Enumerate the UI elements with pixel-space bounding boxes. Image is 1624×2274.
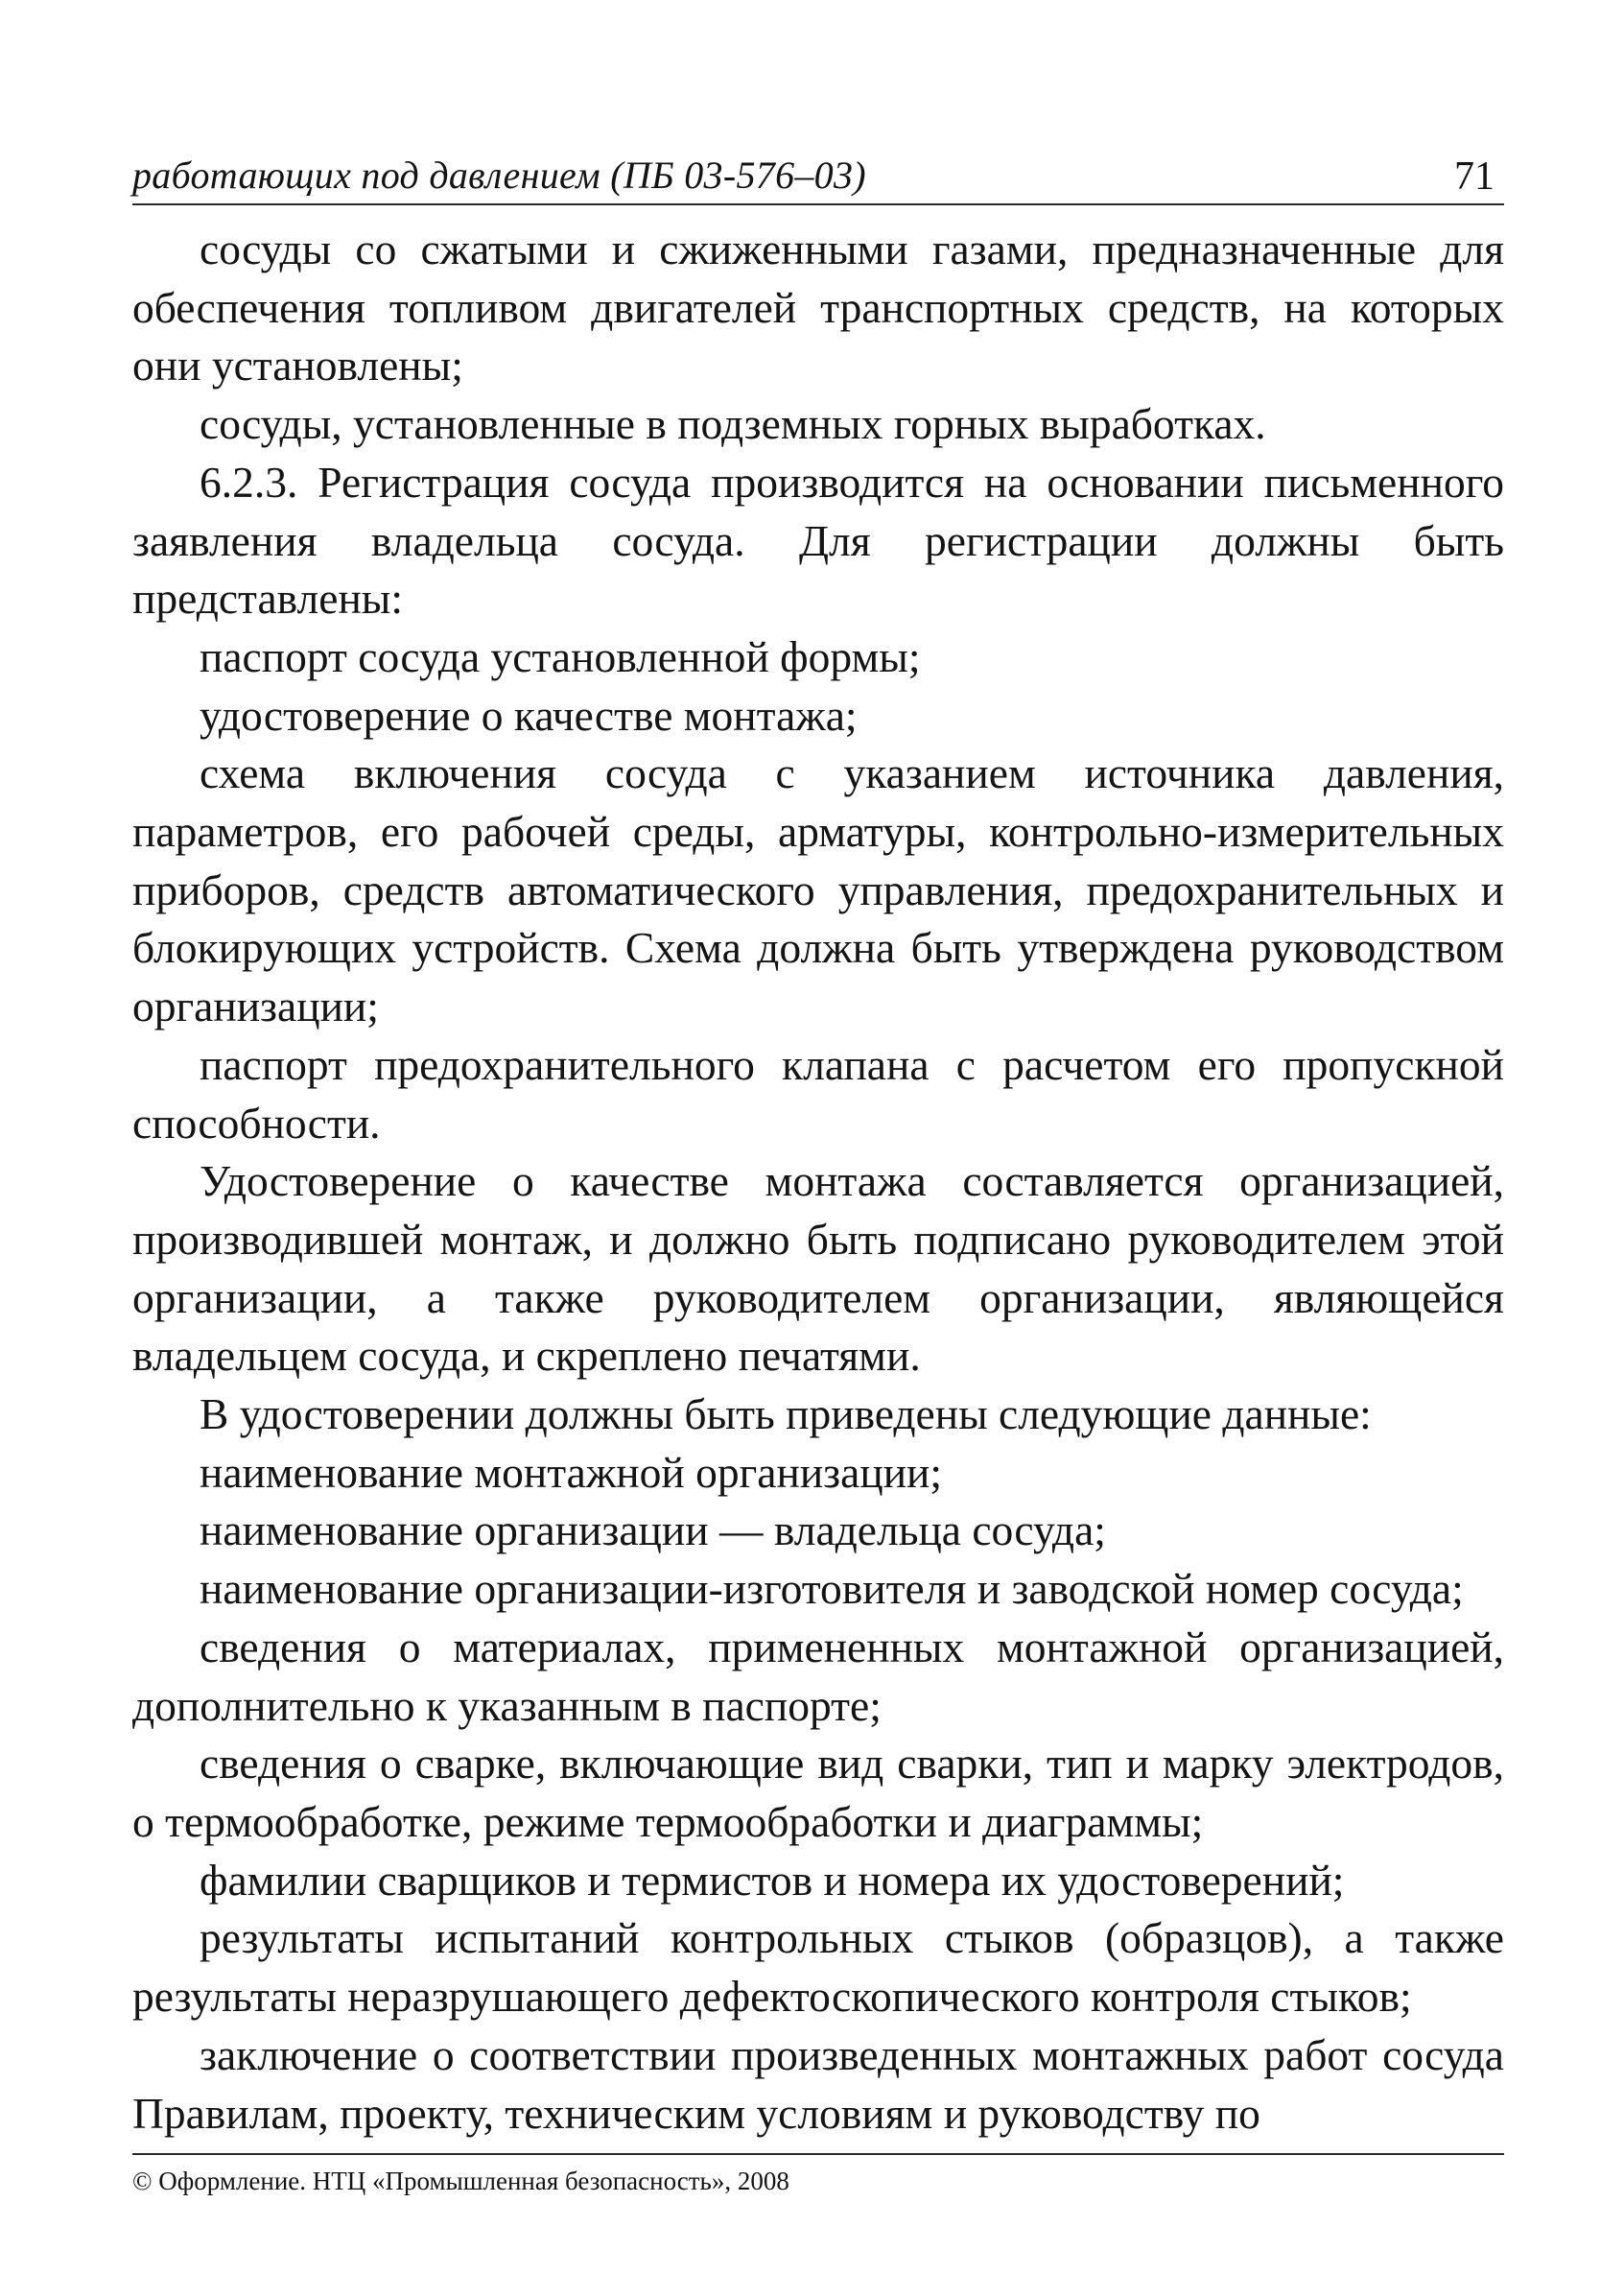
paragraph: сведения о сварке, включающие вид сварки, тип и марку электродов, о термообработке, режиме термообработки и диаграммы; xyxy=(132,1739,1504,1846)
paragraph: наименование монтажной организации; xyxy=(200,1447,943,1497)
paragraph: наименование организации — владельца сосуда; xyxy=(200,1505,1106,1555)
copyright-notice: © Оформление. НТЦ «Промышленная безопасность», 2008 xyxy=(132,2167,789,2195)
paragraph: 6.2.3. Регистрация сосуда производится на основании письменного заявления владельца сосуда. Для регистрации должны быть представлены: xyxy=(132,457,1504,624)
page-footer xyxy=(132,2153,1504,2196)
paragraph: результаты испытаний контрольных стыков (образцов), а также результаты неразрушающего дефектоскопического контроля стыков; xyxy=(132,1913,1504,2022)
paragraph: сведения о материалах, примененных монтажной организацией, дополнительно к указанным в паспорте; xyxy=(132,1622,1504,1730)
paragraph: паспорт сосуда установленной формы; xyxy=(200,631,921,681)
paragraph: сосуды, установленные в подземных горных выработках. xyxy=(200,399,1266,449)
paragraph: удостоверение о качестве монтажа; xyxy=(200,690,858,740)
paragraph: заключение о соответствии произведенных монтажных работ сосуда Правилам, проекту, техническим условиям и руководству по xyxy=(132,2029,1504,2138)
page-number: 71 xyxy=(1454,154,1495,199)
paragraph: Удостоверение о качестве монтажа составляется организацией, производившей монтаж, и должно быть подписано руководителем этой организации, а также руководителем организации, являющейся владельцем сосуда, и скреплено печатями. xyxy=(132,1156,1504,1381)
paragraph: фамилии сварщиков и термистов и номера их удостоверений; xyxy=(200,1855,1345,1905)
paragraph: паспорт предохранительного клапана с расчетом его пропускной способности. xyxy=(132,1039,1504,1148)
paragraph: сосуды со сжатыми и сжиженными газами, предназначенные для обеспечения топливом двигателей транспортных средств, на которых они установлены; xyxy=(132,225,1504,391)
running-header xyxy=(132,144,1504,205)
paragraph: наименование организации-изготовителя и заводской номер сосуда; xyxy=(200,1564,1464,1614)
running-title: работающих под давлением (ПБ 03-576–03) xyxy=(132,154,866,197)
paragraph: В удостоверении должны быть приведены следующие данные: xyxy=(200,1389,1372,1439)
document-page xyxy=(132,144,1504,2143)
body-text xyxy=(132,221,1504,2143)
paragraph: схема включения сосуда с указанием источника давления, параметров, его рабочей среды, арматуры, контрольно-измерительных приборов, средств автоматического управления, предохранительных и блокирующих устройств. Схема должна быть утверждена руководством организации; xyxy=(132,748,1504,1031)
